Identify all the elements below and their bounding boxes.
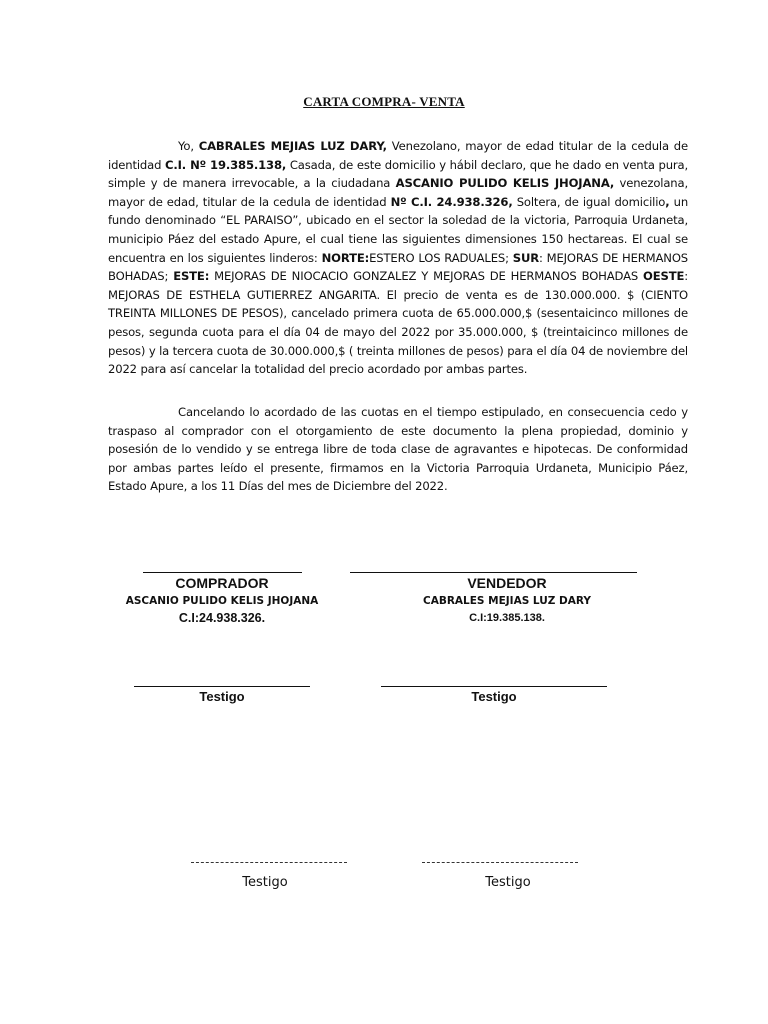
- witness-2-signature-line: [381, 686, 607, 687]
- seller-role-label: VENDEDOR: [467, 575, 547, 591]
- witness-2-label: Testigo: [471, 689, 517, 704]
- buyer-name: ASCANIO PULIDO KELIS JHOJANA: [125, 595, 319, 607]
- document-title: CARTA COMPRA- VENTA: [303, 94, 465, 109]
- witness-4-label: Testigo: [485, 875, 531, 890]
- seller-signature-line: [350, 572, 637, 573]
- paragraph-sale-declaration: Yo, CABRALES MEJIAS LUZ DARY, Venezolano, mayor de edad titular de la cedula de identidad C.I. Nº 19.385.138, Casada, de este domicilio y hábil declaro, que he dado en venta pura, simple y de manera irrevocable, a la ciudadana ASCANIO PULIDO KELIS JHOJANA, venezolana, mayor de edad, titular de la cedula de identidad Nº C.I. 24.938.326, Soltera, de igual domicilio, un fundo denominado “EL PARAISO”, ubicado en el sector la soledad de la victoria, Parroquia Urdaneta, municipio Páez del estado Apure, el cual tiene las siguientes dimensiones 150 hectareas. El cual se encuentra en los siguientes linderos: NORTE:ESTERO LOS RADUALES; SUR: MEJORAS DE HERMANOS BOHADAS; ESTE: MEJORAS DE NIOCACIO GONZALEZ Y MEJORAS DE HERMANOS BOHADAS OESTE: MEJORAS DE ESTHELA GUTIERREZ ANGARITA. El precio de venta es de 130.000.000. $ (CIENTO TREINTA MILLONES DE PESOS), cancelado primera cuota de 65.000.000,$ (sesentaicinco millones de pesos, segunda cuota para el día 04 de mayo del 2022 por 35.000.000, $ (treintaicinco millones de pesos) y la tercera cuota de 30.000.000,$ ( treinta millones de pesos) para el día 04 de noviembre del 2022 para así cancelar la totalidad del precio acordado por ambas partes.: [108, 139, 689, 377]
- witness-1-label: Testigo: [199, 689, 245, 704]
- paragraph-transfer: Cancelando lo acordado de las cuotas en el tiempo estipulado, en consecuencia cedo y traspaso al comprador con el otorgamiento de este documento la plena propiedad, dominio y posesión de lo vendido y se entrega libre de toda clase de agravantes e hipotecas. De conformidad por ambas partes leído el presente, firmamos en la Victoria Parroquia Urdaneta, Municipio Páez, Estado Apure, a los 11 Días del mes de Diciembre del 2022.: [108, 405, 688, 494]
- witness-3-signature-line: [191, 862, 347, 863]
- seller-name: CABRALES MEJIAS LUZ DARY: [423, 595, 591, 607]
- witness-3-label: Testigo: [242, 875, 288, 890]
- seller-id: C.I:19.385.138.: [469, 612, 545, 624]
- witness-1-signature-line: [134, 686, 310, 687]
- buyer-id: C.I:24.938.326.: [178, 611, 266, 625]
- witness-4-signature-line: [422, 862, 578, 863]
- buyer-role-label: COMPRADOR: [175, 575, 269, 591]
- buyer-signature-line: [143, 572, 302, 573]
